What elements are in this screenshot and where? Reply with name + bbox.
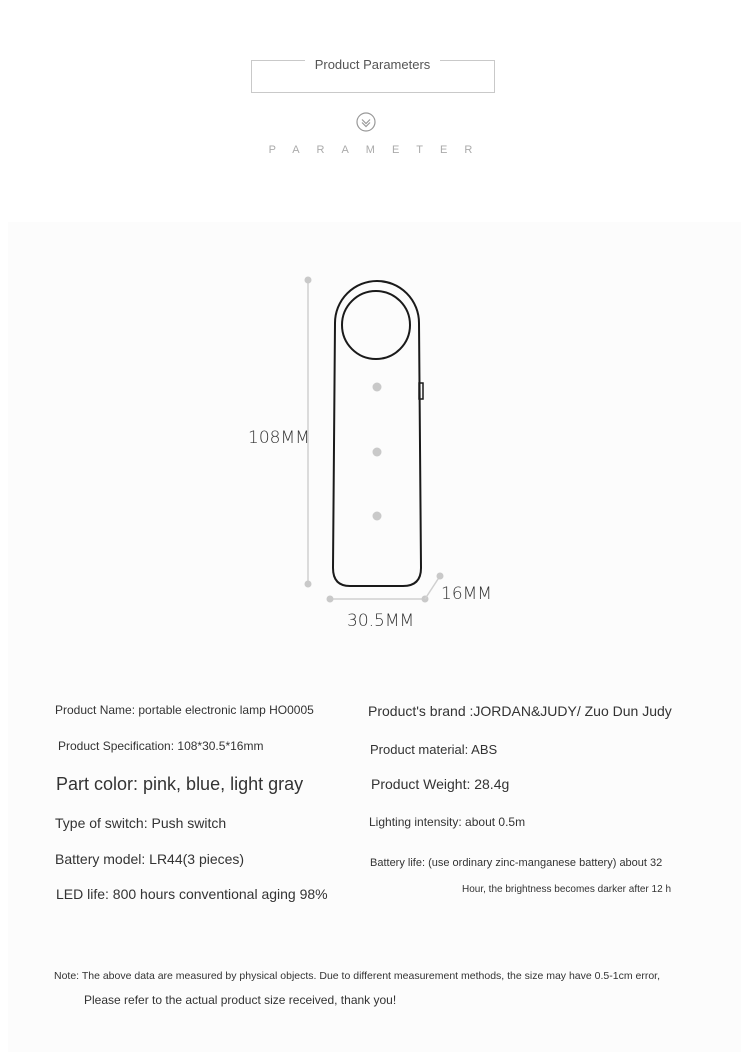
lamp-body-outline xyxy=(333,281,421,586)
spec-led-life: LED life: 800 hours conventional aging 98% xyxy=(56,886,328,902)
spec-material: Product material: ABS xyxy=(370,742,498,757)
side-switch xyxy=(419,383,423,399)
spec-lighting: Lighting intensity: about 0.5m xyxy=(369,815,526,829)
height-dimension-top-dot xyxy=(305,277,312,284)
spec-weight: Product Weight: 28.4g xyxy=(371,776,510,792)
spec-battery-life-continued: Hour, the brightness becomes darker after 12 h xyxy=(462,884,672,895)
page-title: Product Parameters xyxy=(305,56,440,74)
depth-label: 16MM xyxy=(441,584,492,604)
spec-brand: Product's brand :JORDAN&JUDY/ Zuo Dun Judy xyxy=(368,703,672,719)
spec-battery-life: Battery life: (use ordinary zinc-manganese battery) about 32 xyxy=(370,857,663,869)
width-dimension-left-dot xyxy=(327,596,334,603)
note-line-2: Please refer to the actual product size received, thank you! xyxy=(84,993,397,1007)
spec-product-name: Product Name: portable electronic lamp HO0005 xyxy=(55,703,314,717)
led-dot xyxy=(373,383,382,392)
spec-battery-model: Battery model: LR44(3 pieces) xyxy=(55,851,245,867)
width-label: 30.5MM xyxy=(347,611,415,631)
spec-specification: Product Specification: 108*30.5*16mm xyxy=(58,739,264,753)
led-dot xyxy=(373,512,382,521)
led-dot xyxy=(373,448,382,457)
spec-color: Part color: pink, blue, light gray xyxy=(56,774,304,794)
note-line-1: Note: The above data are measured by physical objects. Due to different measurement methods, the size may have 0.5-1cm error, xyxy=(54,970,661,982)
section-subtitle: PARAMETER xyxy=(268,144,490,156)
lamp-head-circle xyxy=(342,291,410,359)
depth-dimension-line xyxy=(425,576,440,599)
height-label: 108MM xyxy=(248,428,310,448)
spec-switch-type: Type of switch: Push switch xyxy=(55,815,227,831)
height-dimension-bottom-dot xyxy=(305,581,312,588)
depth-dimension-dot xyxy=(437,573,444,580)
